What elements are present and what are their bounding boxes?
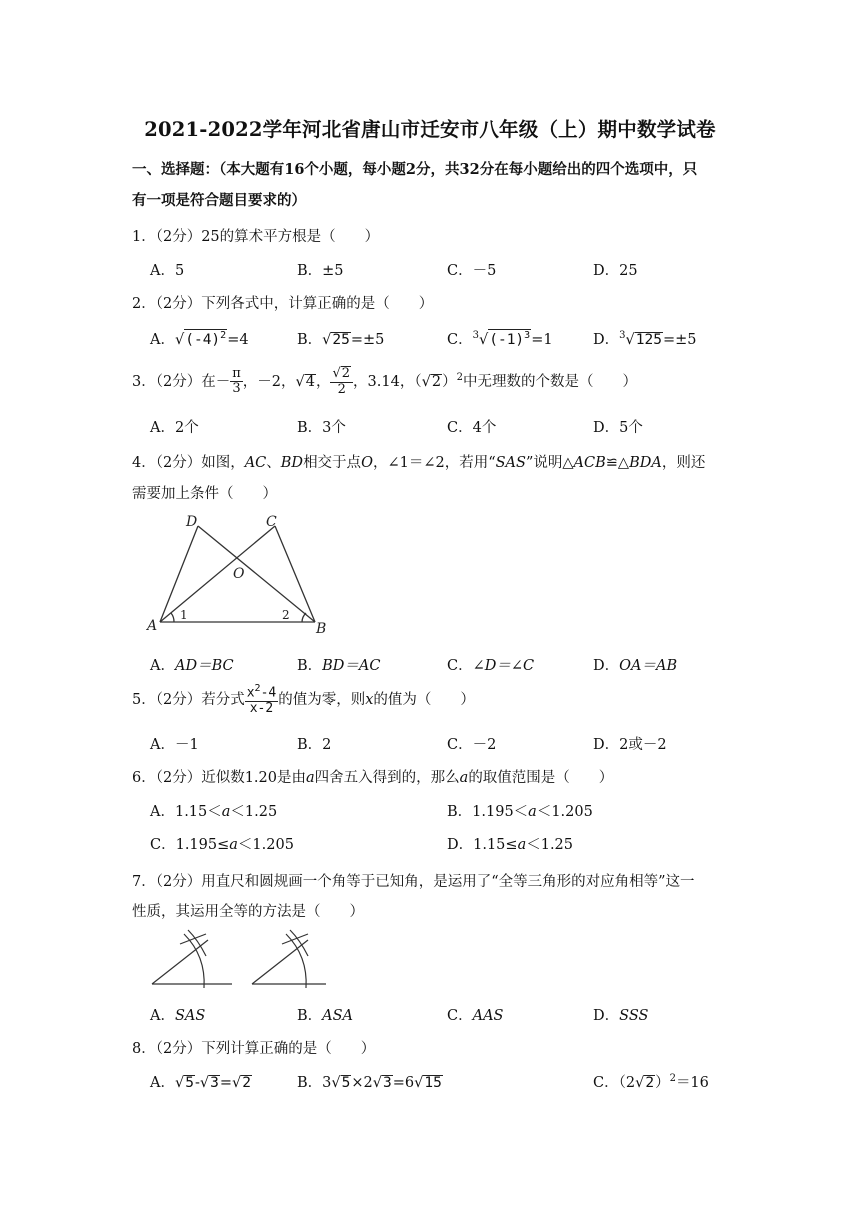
q3-option-d: D．5个 — [593, 420, 643, 436]
angle-label-2: 2 — [282, 608, 290, 622]
sqrt-symbol: √ — [478, 332, 489, 348]
q2-option-a: A．$√(-4)^2=4$ — [150, 330, 249, 348]
q2-option-d: D．$^3$√125=±5 — [593, 330, 697, 348]
q8-option-b: B．3√5×2√3=6√15 — [297, 1075, 442, 1091]
q4-triangle-figure — [140, 512, 340, 636]
q8-stem: 8．（2分）下列计算正确的是（ ） — [132, 1041, 376, 1057]
q7-option-b: B．ASA — [297, 1008, 354, 1024]
q7-stem-line1: 7．（2分）用直尺和圆规画一个角等于已知角，是运用了“全等三角形的对应角相等”这一 — [132, 874, 695, 890]
sqrt-symbol: √ — [295, 373, 305, 390]
q7-construction-figure — [148, 926, 328, 992]
q3-option-b: B．3个 — [297, 420, 346, 436]
page-title: 2021-2022学年河北省唐山市迁安市八年级（上）期中数学试卷 — [144, 118, 716, 141]
q7-option-c: C．AAS — [447, 1008, 504, 1024]
q1-option-b: B．±5 — [297, 263, 344, 279]
fraction-sqrt2-over-2: $\frac{√2}{2}$ — [330, 366, 353, 398]
q5-stem: 5．（2分）若分式 $\frac{x^2-4}{x-2}$ 的值为零，则x的值为（ ） — [132, 683, 475, 717]
q5-option-b: B．2 — [297, 737, 332, 753]
q3-stem: 3．（2分）在－ $\frac{\pi}{3}$ ，－2，√4， $\frac{√2}{2}$ ，3.14，$(√2)^2$中无理数的个数是（ ） — [132, 365, 637, 397]
q3-option-c: C．4个 — [447, 420, 497, 436]
q8-option-a: A．√5-√3=√2 — [150, 1075, 251, 1091]
q6-option-d: D．1.15≤a＜1.25 — [447, 837, 574, 853]
q5-option-a: A．－1 — [150, 737, 199, 753]
q1-option-c: C．－5 — [447, 263, 497, 279]
q4-option-a: A．AD＝BC — [150, 658, 234, 674]
q7-option-a: A．SAS — [150, 1008, 206, 1024]
q1-option-a: A．5 — [150, 263, 185, 279]
section-heading-line1: 一、选择题：（本大题有16个小题，每小题2分，共32分在每小题给出的四个选项中，只 — [132, 161, 698, 178]
q7-stem-line2: 性质，其运用全等的方法是（ ） — [132, 904, 364, 920]
fraction-x2-4-over-x-2: $\frac{x^2-4}{x-2}$ — [246, 683, 277, 717]
q4-option-b: B．BD＝AC — [297, 658, 381, 674]
label-C: C — [266, 514, 277, 530]
q4-option-c: C．∠D＝∠C — [447, 658, 535, 674]
q4-option-d: D．OA＝AB — [593, 658, 678, 674]
q1-stem: 1．（2分）25的算术平方根是（ ） — [132, 229, 380, 245]
q2-option-c: C．$^3√(-1)^3=1$ — [447, 330, 553, 348]
fraction-pi-over-3: $\frac{\pi}{3}$ — [232, 365, 241, 397]
q2-stem: 2．（2分）下列各式中，计算正确的是（ ） — [132, 296, 434, 312]
q6-option-b: B．1.195＜a＜1.205 — [447, 804, 593, 820]
sqrt-symbol: √ — [421, 373, 431, 390]
q6-stem: 6．（2分）近似数1.20是由a四舍五入得到的，那么a的取值范围是（ ） — [132, 770, 614, 786]
q8-option-c: C．$(2√2)^2=16$ — [593, 1073, 709, 1091]
q6-option-a: A．1.15＜a＜1.25 — [150, 804, 278, 820]
angle-label-1: 1 — [180, 608, 188, 622]
q4-stem-line2: 需要加上条件（ ） — [132, 486, 277, 502]
label-B: B — [316, 621, 327, 636]
section-heading-line2: 有一项是符合题目要求的） — [132, 192, 306, 209]
label-D: D — [186, 514, 198, 530]
q1-option-d: D．25 — [593, 263, 638, 279]
label-O: O — [233, 566, 245, 582]
sqrt-symbol: √ — [322, 332, 332, 348]
sqrt-symbol: √ — [625, 332, 635, 348]
q6-option-c: C．1.195≤a＜1.205 — [150, 837, 294, 853]
sqrt-symbol: √ — [174, 332, 185, 348]
q2-option-b: B．√25=±5 — [297, 332, 385, 348]
label-A: A — [147, 618, 158, 634]
q3-option-a: A．2个 — [150, 420, 199, 436]
q5-option-c: C．－2 — [447, 737, 497, 753]
q4-stem-line1: 4．（2分）如图，AC、BD相交于点O，∠1＝∠2，若用“SAS”说明△ACB≌△BDA，则还 — [132, 455, 706, 471]
q7-option-d: D．SSS — [593, 1008, 649, 1024]
q5-option-d: D．2或－2 — [593, 737, 667, 753]
